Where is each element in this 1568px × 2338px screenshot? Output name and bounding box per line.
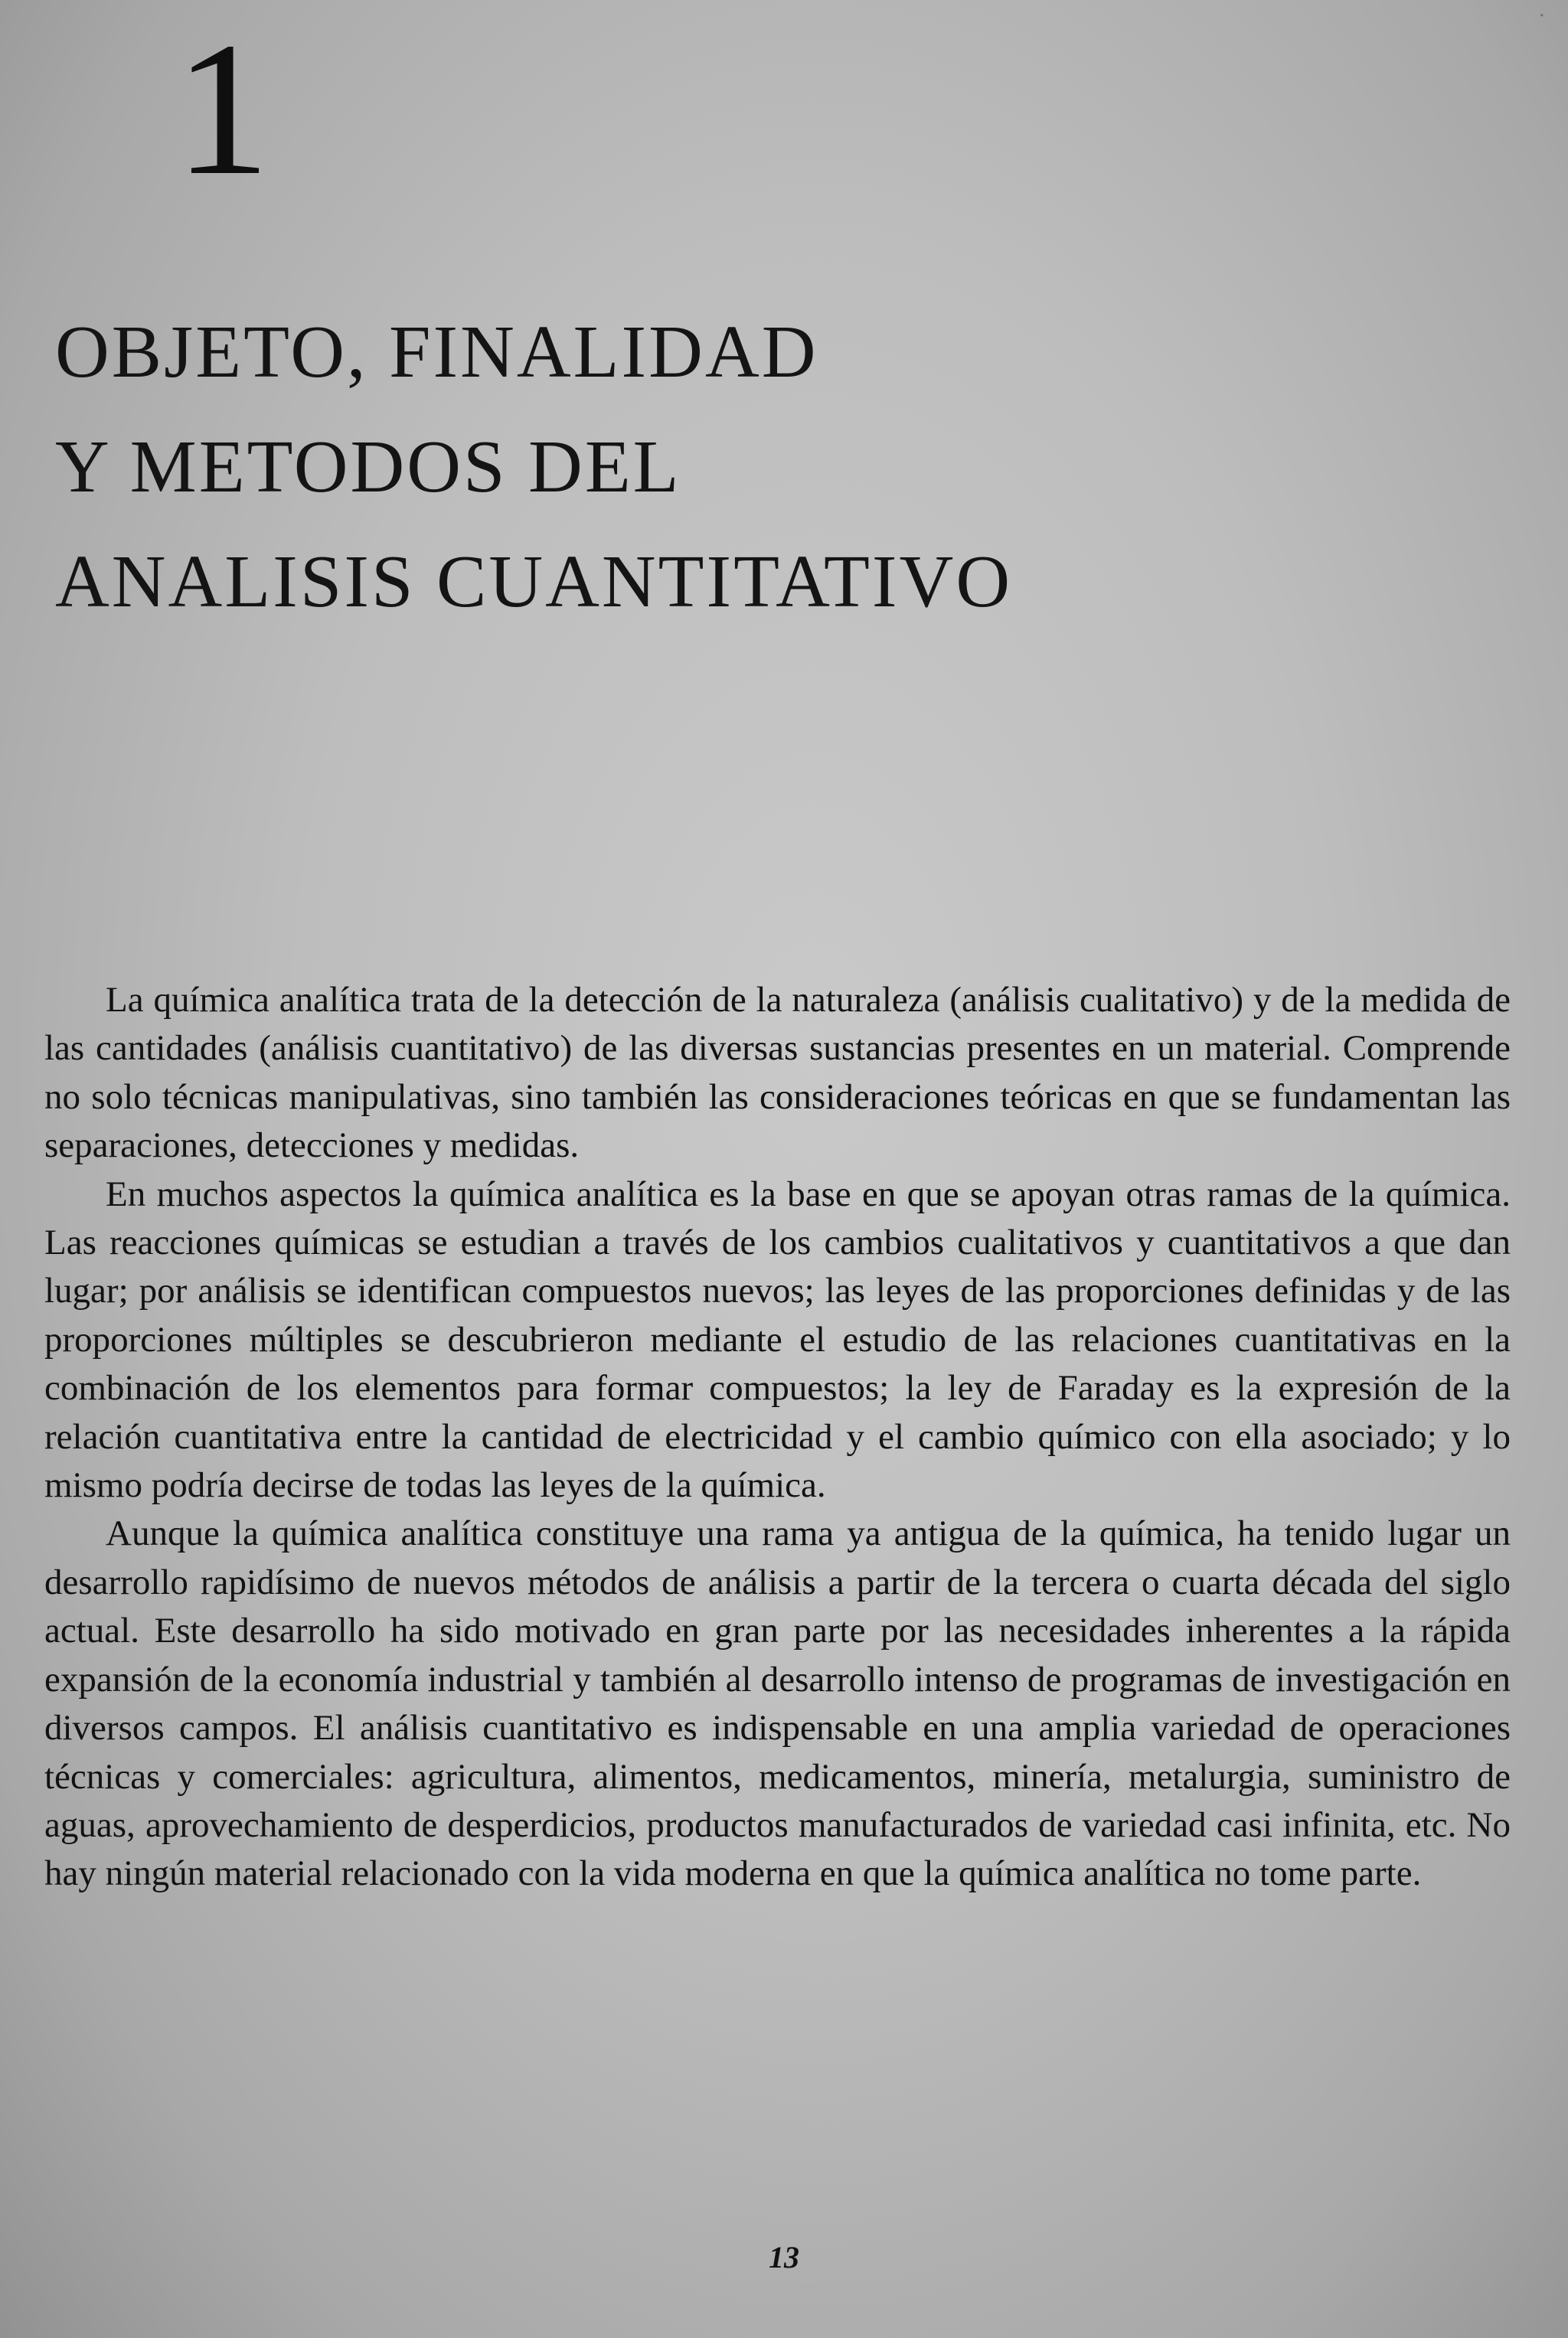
paragraph: En muchos aspectos la química analítica es la base en que se apoyan otras ramas de la química. Las reacciones químicas se estudian a través de los cambios cualitativos y cuantitativos a que dan lugar; por análisis se identifican compuestos nuevos; las leyes de las proporciones definidas y de las proporciones múltiples se descubrieron mediante el estudio de las relaciones cuantitativas en la combinación de los elementos para formar compuestos; la ley de Faraday es la expresión de la relación cuantitativa entre la cantidad de electricidad y el cambio químico con ella asociado; y lo mismo podría decirse de todas las leyes de la química. bbox=[44, 1174, 1511, 1506]
chapter-title-line: Y METODOS DEL bbox=[55, 426, 681, 508]
chapter-title-line: ANALISIS CUANTITATIVO bbox=[55, 540, 1013, 623]
chapter-title-line: OBJETO, FINALIDAD bbox=[55, 311, 818, 393]
chapter-number: 1 bbox=[175, 3, 270, 215]
paragraph: La química analítica trata de la detección de la naturaleza (análisis cualitativo) y de la medida de las cantidades (análisis cuantitativo) de las diversas sustancias presentes en un material. Comprende no solo técnicas manipulativas, sino también las consideraciones teóricas en que se fundamentan las separaciones, detecciones y medidas. bbox=[44, 980, 1511, 1166]
chapter-title bbox=[55, 295, 1012, 639]
page-number: 13 bbox=[769, 2240, 799, 2274]
page-corner-mark: · bbox=[1538, 5, 1545, 28]
paragraph: Aunque la química analítica constituye una rama ya antigua de la química, ha tenido lugar un desarrollo rapidísimo de nuevos métodos de análisis a partir de la tercera o cuarta década del siglo actual. Este desarrollo ha sido motivado en gran parte por las necesidades inherentes a la rápida expansión de la economía industrial y también al desarrollo intenso de programas de investigación en diversos campos. El análisis cuantitativo es indispensable en una amplia variedad de operaciones técnicas y comerciales: agricultura, alimentos, medicamentos, minería, metalurgia, suministro de aguas, aprovechamiento de desperdicios, productos manufacturados de variedad casi infinita, etc. No hay ningún material relacionado con la vida moderna en que la química analítica no tome parte. bbox=[44, 1513, 1511, 1894]
chapter-body bbox=[44, 976, 1511, 1899]
